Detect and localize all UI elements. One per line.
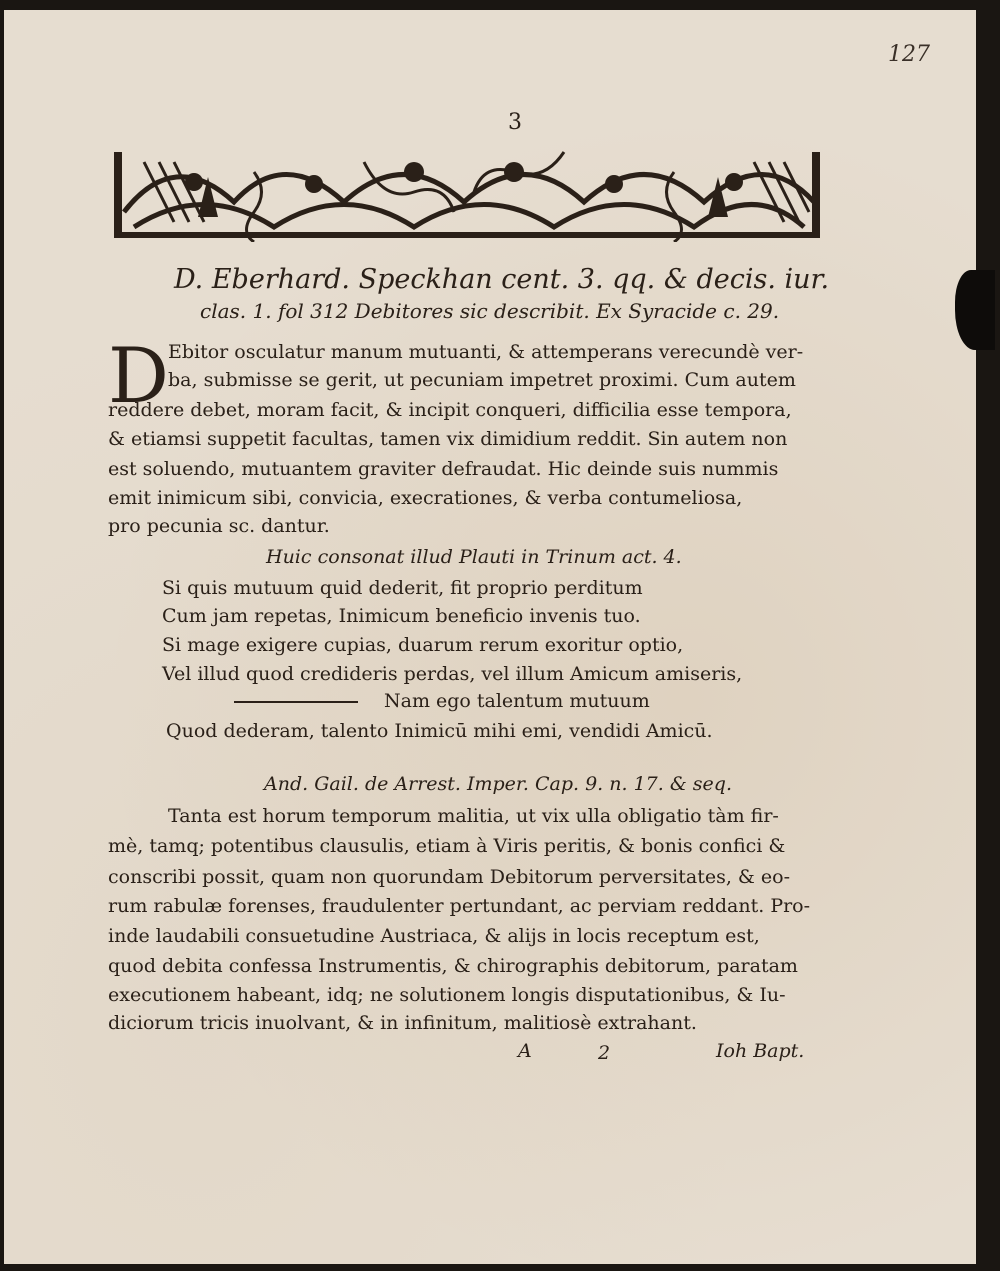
text-line: Tanta est horum temporum malitia, ut vix ulla obligatio tàm fir- [168,805,779,827]
text-line: & etiamsi suppetit facultas, tamen vix dimidium reddit. Sin autem non [108,428,788,450]
verse-line: Si mage exigere cupias, duarum rerum exoritur optio, [162,634,684,656]
subheading-gail: And. Gail. de Arrest. Imper. Cap. 9. n. 17. & seq. [264,773,732,795]
text-line: emit inimicum sibi, convicia, execrationes, & verba contumeliosa, [108,487,743,509]
book-page [4,10,976,1264]
heading-citation-sub: clas. 1. fol 312 Debitores sic describit. Ex Syracide c. 29. [200,299,780,323]
text-line: diciorum tricis inuolvant, & in infinitum, malitiosè extrahant. [108,1012,697,1034]
verse-line: Quod dederam, talento Inimicū mihi emi, vendidi Amicū. [166,720,713,742]
text-line: inde laudabili consuetudine Austriaca, & alijs in locis receptum est, [108,925,760,947]
drop-cap: D [108,331,169,420]
folio-number: 127 [888,42,930,67]
text-line: est soluendo, mutuantem graviter defraudat. Hic deinde suis nummis [108,458,779,480]
text-line: pro pecunia sc. dantur. [108,515,330,537]
footer-signature: A [518,1040,532,1062]
text-line: Ebitor osculatur manum mutuanti, & attemperans verecundè ver- [168,341,804,363]
text-line: mè, tamq; potentibus clausulis, etiam à Viris peritis, & bonis confici & [108,835,786,857]
ornamental-headpiece [114,142,820,242]
text-line: conscribi possit, quam non quorundam Debitorum perversitates, & eo- [108,866,790,888]
text-line: ba, submisse se gerit, ut pecuniam impetret proximi. Cum autem [168,369,796,391]
text-line: executionem habeant, idq; ne solutionem longis disputationibus, & Iu- [108,984,786,1006]
verse-rule [234,701,358,703]
page-signature-top: 3 [508,110,522,135]
verse-line: Nam ego talentum mutuum [384,690,650,712]
verse-line: Si quis mutuum quid dederit, fit proprio perditum [162,577,643,599]
page-damage [955,270,995,350]
text-line: reddere debet, moram facit, & incipit conqueri, difficilia esse tempora, [108,399,792,421]
verse-line: Cum jam repetas, Inimicum beneficio invenis tuo. [162,605,641,627]
text-line: rum rabulæ forenses, fraudulenter pertundant, ac perviam reddant. Pro- [108,895,811,917]
heading-citation: D. Eberhard. Speckhan cent. 3. qq. & decis. iur. [174,264,830,295]
catchword: Ioh Bapt. [716,1040,805,1062]
footer-signature-number: 2 [598,1042,611,1064]
text-line: quod debita confessa Instrumentis, & chirographis debitorum, paratam [108,955,798,977]
verse-line: Vel illud quod credideris perdas, vel illum Amicum amiseris, [162,663,743,685]
subheading-plautus: Huic consonat illud Plauti in Trinum act. 4. [266,546,682,568]
